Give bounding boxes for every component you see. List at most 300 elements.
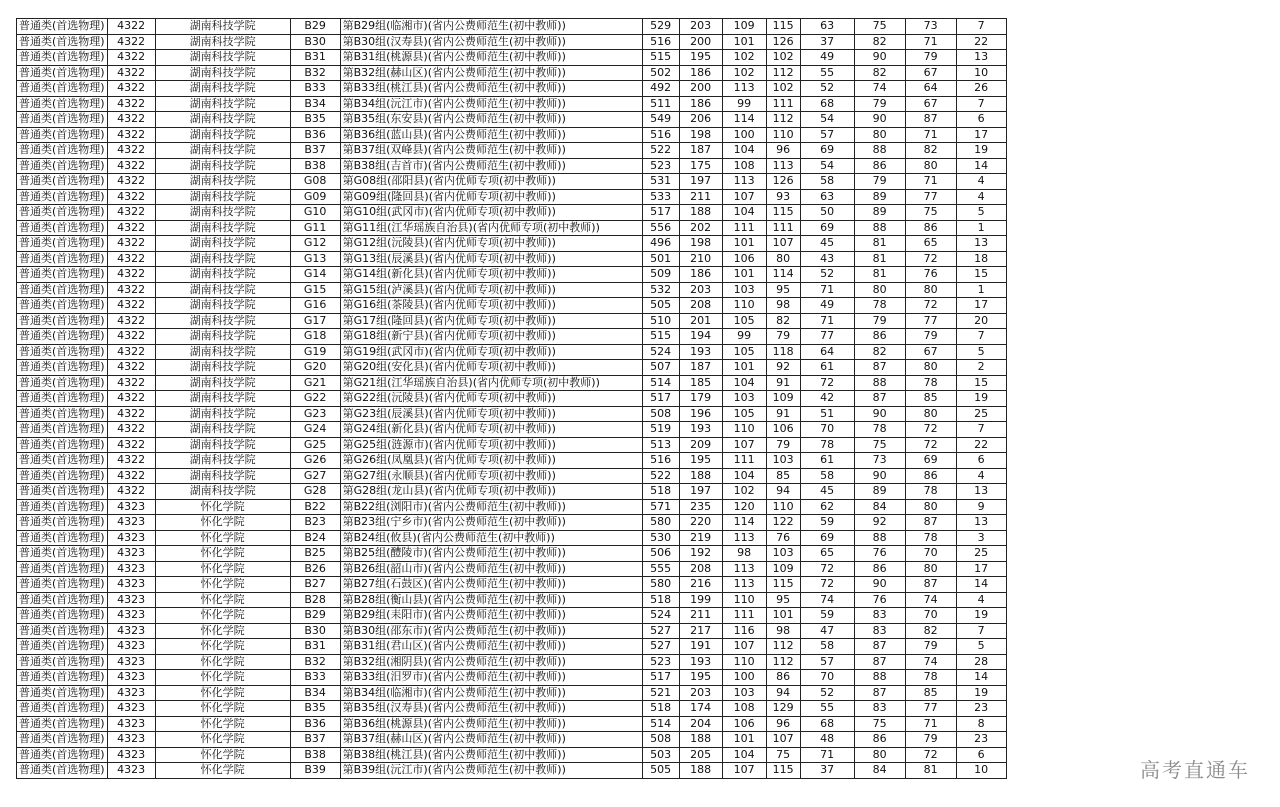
- math-score-cell: 100: [722, 670, 766, 686]
- chinese-score-cell: 206: [679, 112, 722, 128]
- group-name-cell: 第B24组(攸县)(省内公费师范生(初中教师)): [340, 530, 642, 546]
- min-score-cell: 530: [642, 530, 679, 546]
- elective2-score-cell: 87: [905, 577, 956, 593]
- category-cell: 普通类(首选物理): [17, 747, 108, 763]
- math-score-cell: 109: [722, 19, 766, 35]
- school-name-cell: 湖南科技学院: [155, 453, 290, 469]
- elective2-score-cell: 80: [905, 499, 956, 515]
- category-cell: 普通类(首选物理): [17, 375, 108, 391]
- group-name-cell: 第B38组(桃江县)(省内公费师范生(初中教师)): [340, 747, 642, 763]
- school-name-cell: 怀化学院: [155, 499, 290, 515]
- group-name-cell: 第G26组(凤凰县)(省内优师专项(初中教师)): [340, 453, 642, 469]
- english-score-cell: 115: [766, 577, 800, 593]
- table-row: [17, 484, 1011, 500]
- elective1-score-cell: 86: [854, 158, 905, 174]
- category-cell: 普通类(首选物理): [17, 19, 108, 35]
- school-name-cell: 怀化学院: [155, 685, 290, 701]
- math-score-cell: 113: [722, 174, 766, 190]
- elective1-score-cell: 76: [854, 592, 905, 608]
- category-cell: 普通类(首选物理): [17, 468, 108, 484]
- elective2-score-cell: 67: [905, 96, 956, 112]
- min-score-cell: 524: [642, 344, 679, 360]
- english-score-cell: 118: [766, 344, 800, 360]
- english-score-cell: 95: [766, 592, 800, 608]
- school-code-cell: 4323: [107, 670, 155, 686]
- trailing-border-cell: [1006, 670, 1011, 686]
- school-code-cell: 4322: [107, 34, 155, 50]
- chinese-score-cell: 192: [679, 546, 722, 562]
- group-name-cell: 第G08组(邵阳县)(省内优师专项(初中教师)): [340, 174, 642, 190]
- elective2-score-cell: 85: [905, 391, 956, 407]
- category-cell: 普通类(首选物理): [17, 174, 108, 190]
- min-score-cell: 508: [642, 406, 679, 422]
- math-score-cell: 113: [722, 577, 766, 593]
- group-name-cell: 第B35组(东安县)(省内公费师范生(初中教师)): [340, 112, 642, 128]
- elective2-score-cell: 71: [905, 174, 956, 190]
- rank-cell: 25: [956, 546, 1006, 562]
- school-code-cell: 4323: [107, 654, 155, 670]
- min-score-cell: 518: [642, 484, 679, 500]
- rank-cell: 4: [956, 189, 1006, 205]
- math-score-cell: 99: [722, 96, 766, 112]
- group-code-cell: B23: [290, 515, 340, 531]
- group-code-cell: G21: [290, 375, 340, 391]
- school-code-cell: 4323: [107, 732, 155, 748]
- min-score-cell: 518: [642, 701, 679, 717]
- physics-score-cell: 57: [800, 127, 854, 143]
- physics-score-cell: 62: [800, 499, 854, 515]
- english-score-cell: 96: [766, 716, 800, 732]
- math-score-cell: 114: [722, 515, 766, 531]
- category-cell: 普通类(首选物理): [17, 81, 108, 97]
- group-code-cell: B37: [290, 143, 340, 159]
- elective1-score-cell: 80: [854, 282, 905, 298]
- elective1-score-cell: 80: [854, 127, 905, 143]
- english-score-cell: 112: [766, 639, 800, 655]
- school-code-cell: 4322: [107, 406, 155, 422]
- english-score-cell: 103: [766, 546, 800, 562]
- category-cell: 普通类(首选物理): [17, 205, 108, 221]
- category-cell: 普通类(首选物理): [17, 453, 108, 469]
- trailing-border-cell: [1006, 96, 1011, 112]
- physics-score-cell: 50: [800, 205, 854, 221]
- school-code-cell: 4323: [107, 685, 155, 701]
- category-cell: 普通类(首选物理): [17, 422, 108, 438]
- school-code-cell: 4322: [107, 158, 155, 174]
- chinese-score-cell: 200: [679, 81, 722, 97]
- physics-score-cell: 71: [800, 313, 854, 329]
- elective2-score-cell: 72: [905, 298, 956, 314]
- category-cell: 普通类(首选物理): [17, 298, 108, 314]
- min-score-cell: 509: [642, 267, 679, 283]
- rank-cell: 17: [956, 561, 1006, 577]
- category-cell: 普通类(首选物理): [17, 344, 108, 360]
- table-row: [17, 546, 1011, 562]
- math-score-cell: 98: [722, 546, 766, 562]
- elective2-score-cell: 79: [905, 732, 956, 748]
- min-score-cell: 522: [642, 143, 679, 159]
- category-cell: 普通类(首选物理): [17, 360, 108, 376]
- group-code-cell: G10: [290, 205, 340, 221]
- chinese-score-cell: 209: [679, 437, 722, 453]
- elective2-score-cell: 87: [905, 112, 956, 128]
- math-score-cell: 113: [722, 81, 766, 97]
- chinese-score-cell: 199: [679, 592, 722, 608]
- elective1-score-cell: 86: [854, 732, 905, 748]
- physics-score-cell: 61: [800, 360, 854, 376]
- category-cell: 普通类(首选物理): [17, 391, 108, 407]
- english-score-cell: 126: [766, 34, 800, 50]
- school-name-cell: 湖南科技学院: [155, 329, 290, 345]
- elective2-score-cell: 80: [905, 406, 956, 422]
- english-score-cell: 110: [766, 127, 800, 143]
- physics-score-cell: 49: [800, 298, 854, 314]
- group-name-cell: 第G27组(永顺县)(省内优师专项(初中教师)): [340, 468, 642, 484]
- math-score-cell: 104: [722, 747, 766, 763]
- table-row: [17, 422, 1011, 438]
- math-score-cell: 101: [722, 360, 766, 376]
- group-name-cell: 第G13组(辰溪县)(省内优师专项(初中教师)): [340, 251, 642, 267]
- math-score-cell: 102: [722, 50, 766, 66]
- rank-cell: 13: [956, 484, 1006, 500]
- english-score-cell: 102: [766, 50, 800, 66]
- min-score-cell: 580: [642, 577, 679, 593]
- school-name-cell: 湖南科技学院: [155, 174, 290, 190]
- chinese-score-cell: 193: [679, 654, 722, 670]
- school-code-cell: 4323: [107, 763, 155, 779]
- elective1-score-cell: 90: [854, 112, 905, 128]
- school-code-cell: 4323: [107, 530, 155, 546]
- rank-cell: 7: [956, 329, 1006, 345]
- elective2-score-cell: 80: [905, 282, 956, 298]
- min-score-cell: 571: [642, 499, 679, 515]
- school-code-cell: 4322: [107, 205, 155, 221]
- elective2-score-cell: 77: [905, 701, 956, 717]
- school-code-cell: 4323: [107, 747, 155, 763]
- physics-score-cell: 69: [800, 530, 854, 546]
- group-code-cell: B30: [290, 34, 340, 50]
- elective2-score-cell: 74: [905, 592, 956, 608]
- table-row: [17, 267, 1011, 283]
- table-row: [17, 437, 1011, 453]
- english-score-cell: 75: [766, 747, 800, 763]
- physics-score-cell: 69: [800, 220, 854, 236]
- category-cell: 普通类(首选物理): [17, 313, 108, 329]
- elective2-score-cell: 72: [905, 437, 956, 453]
- elective1-score-cell: 83: [854, 623, 905, 639]
- min-score-cell: 522: [642, 468, 679, 484]
- min-score-cell: 555: [642, 561, 679, 577]
- school-name-cell: 湖南科技学院: [155, 468, 290, 484]
- table-row: [17, 313, 1011, 329]
- min-score-cell: 524: [642, 608, 679, 624]
- group-code-cell: G24: [290, 422, 340, 438]
- table-row: [17, 530, 1011, 546]
- group-code-cell: G14: [290, 267, 340, 283]
- rank-cell: 4: [956, 174, 1006, 190]
- group-code-cell: B37: [290, 732, 340, 748]
- group-code-cell: B29: [290, 19, 340, 35]
- chinese-score-cell: 197: [679, 484, 722, 500]
- min-score-cell: 507: [642, 360, 679, 376]
- table-row: [17, 158, 1011, 174]
- school-name-cell: 湖南科技学院: [155, 127, 290, 143]
- rank-cell: 13: [956, 236, 1006, 252]
- school-name-cell: 湖南科技学院: [155, 406, 290, 422]
- school-code-cell: 4322: [107, 375, 155, 391]
- english-score-cell: 112: [766, 112, 800, 128]
- category-cell: 普通类(首选物理): [17, 670, 108, 686]
- english-score-cell: 85: [766, 468, 800, 484]
- group-name-cell: 第B37组(赫山区)(省内公费师范生(初中教师)): [340, 732, 642, 748]
- chinese-score-cell: 211: [679, 189, 722, 205]
- group-code-cell: B36: [290, 716, 340, 732]
- school-name-cell: 怀化学院: [155, 546, 290, 562]
- min-score-cell: 506: [642, 546, 679, 562]
- elective1-score-cell: 84: [854, 499, 905, 515]
- chinese-score-cell: 200: [679, 34, 722, 50]
- group-name-cell: 第B30组(汉寿县)(省内公费师范生(初中教师)): [340, 34, 642, 50]
- table-row: [17, 298, 1011, 314]
- group-name-cell: 第B31组(君山区)(省内公费师范生(初中教师)): [340, 639, 642, 655]
- english-score-cell: 79: [766, 329, 800, 345]
- group-code-cell: G08: [290, 174, 340, 190]
- group-code-cell: B32: [290, 65, 340, 81]
- math-score-cell: 104: [722, 468, 766, 484]
- category-cell: 普通类(首选物理): [17, 592, 108, 608]
- english-score-cell: 113: [766, 158, 800, 174]
- elective2-score-cell: 75: [905, 205, 956, 221]
- group-code-cell: B27: [290, 577, 340, 593]
- table-row: [17, 174, 1011, 190]
- elective1-score-cell: 89: [854, 189, 905, 205]
- school-code-cell: 4322: [107, 267, 155, 283]
- table-row: [17, 220, 1011, 236]
- table-row: [17, 561, 1011, 577]
- table-row: [17, 127, 1011, 143]
- rank-cell: 5: [956, 344, 1006, 360]
- min-score-cell: 523: [642, 158, 679, 174]
- group-code-cell: G26: [290, 453, 340, 469]
- school-name-cell: 湖南科技学院: [155, 484, 290, 500]
- rank-cell: 6: [956, 112, 1006, 128]
- school-code-cell: 4322: [107, 344, 155, 360]
- min-score-cell: 501: [642, 251, 679, 267]
- trailing-border-cell: [1006, 515, 1011, 531]
- elective2-score-cell: 72: [905, 251, 956, 267]
- school-name-cell: 湖南科技学院: [155, 19, 290, 35]
- watermark: 高考直通车: [1140, 758, 1250, 782]
- physics-score-cell: 64: [800, 344, 854, 360]
- elective1-score-cell: 86: [854, 329, 905, 345]
- group-code-cell: G19: [290, 344, 340, 360]
- math-score-cell: 111: [722, 220, 766, 236]
- group-name-cell: 第B31组(桃源县)(省内公费师范生(初中教师)): [340, 50, 642, 66]
- table-row: [17, 453, 1011, 469]
- physics-score-cell: 68: [800, 716, 854, 732]
- rank-cell: 17: [956, 298, 1006, 314]
- rank-cell: 15: [956, 267, 1006, 283]
- group-name-cell: 第G20组(安化县)(省内优师专项(初中教师)): [340, 360, 642, 376]
- trailing-border-cell: [1006, 546, 1011, 562]
- english-score-cell: 107: [766, 236, 800, 252]
- chinese-score-cell: 220: [679, 515, 722, 531]
- elective1-score-cell: 88: [854, 143, 905, 159]
- math-score-cell: 108: [722, 701, 766, 717]
- school-name-cell: 湖南科技学院: [155, 81, 290, 97]
- physics-score-cell: 78: [800, 437, 854, 453]
- physics-score-cell: 63: [800, 19, 854, 35]
- category-cell: 普通类(首选物理): [17, 158, 108, 174]
- group-code-cell: B28: [290, 592, 340, 608]
- elective2-score-cell: 85: [905, 685, 956, 701]
- elective1-score-cell: 75: [854, 437, 905, 453]
- elective1-score-cell: 90: [854, 50, 905, 66]
- group-name-cell: 第B38组(吉首市)(省内公费师范生(初中教师)): [340, 158, 642, 174]
- elective2-score-cell: 79: [905, 329, 956, 345]
- rank-cell: 9: [956, 499, 1006, 515]
- school-name-cell: 湖南科技学院: [155, 220, 290, 236]
- chinese-score-cell: 205: [679, 747, 722, 763]
- school-code-cell: 4322: [107, 329, 155, 345]
- math-score-cell: 111: [722, 453, 766, 469]
- min-score-cell: 502: [642, 65, 679, 81]
- elective1-score-cell: 78: [854, 422, 905, 438]
- english-score-cell: 109: [766, 561, 800, 577]
- rank-cell: 1: [956, 282, 1006, 298]
- table-row: [17, 65, 1011, 81]
- trailing-border-cell: [1006, 34, 1011, 50]
- elective2-score-cell: 77: [905, 313, 956, 329]
- chinese-score-cell: 219: [679, 530, 722, 546]
- math-score-cell: 113: [722, 561, 766, 577]
- group-code-cell: G17: [290, 313, 340, 329]
- table-row: [17, 189, 1011, 205]
- school-code-cell: 4322: [107, 422, 155, 438]
- group-name-cell: 第G15组(泸溪县)(省内优师专项(初中教师)): [340, 282, 642, 298]
- category-cell: 普通类(首选物理): [17, 561, 108, 577]
- min-score-cell: 513: [642, 437, 679, 453]
- min-score-cell: 532: [642, 282, 679, 298]
- physics-score-cell: 47: [800, 623, 854, 639]
- elective1-score-cell: 83: [854, 608, 905, 624]
- english-score-cell: 115: [766, 763, 800, 779]
- english-score-cell: 91: [766, 406, 800, 422]
- min-score-cell: 516: [642, 127, 679, 143]
- trailing-border-cell: [1006, 654, 1011, 670]
- min-score-cell: 503: [642, 747, 679, 763]
- english-score-cell: 111: [766, 220, 800, 236]
- trailing-border-cell: [1006, 716, 1011, 732]
- school-code-cell: 4322: [107, 96, 155, 112]
- trailing-border-cell: [1006, 623, 1011, 639]
- school-name-cell: 怀化学院: [155, 561, 290, 577]
- math-score-cell: 107: [722, 639, 766, 655]
- math-score-cell: 101: [722, 236, 766, 252]
- rank-cell: 23: [956, 701, 1006, 717]
- school-name-cell: 湖南科技学院: [155, 236, 290, 252]
- category-cell: 普通类(首选物理): [17, 65, 108, 81]
- school-code-cell: 4322: [107, 143, 155, 159]
- elective1-score-cell: 79: [854, 174, 905, 190]
- chinese-score-cell: 208: [679, 298, 722, 314]
- elective1-score-cell: 90: [854, 577, 905, 593]
- group-code-cell: G15: [290, 282, 340, 298]
- elective1-score-cell: 81: [854, 251, 905, 267]
- table-row: [17, 360, 1011, 376]
- chinese-score-cell: 187: [679, 360, 722, 376]
- physics-score-cell: 61: [800, 453, 854, 469]
- group-name-cell: 第B28组(衡山县)(省内公费师范生(初中教师)): [340, 592, 642, 608]
- category-cell: 普通类(首选物理): [17, 608, 108, 624]
- category-cell: 普通类(首选物理): [17, 639, 108, 655]
- rank-cell: 7: [956, 422, 1006, 438]
- group-name-cell: 第B36组(桃源县)(省内公费师范生(初中教师)): [340, 716, 642, 732]
- elective1-score-cell: 88: [854, 670, 905, 686]
- group-name-cell: 第B34组(沅江市)(省内公费师范生(初中教师)): [340, 96, 642, 112]
- physics-score-cell: 68: [800, 96, 854, 112]
- category-cell: 普通类(首选物理): [17, 484, 108, 500]
- table-row: [17, 608, 1011, 624]
- category-cell: 普通类(首选物理): [17, 251, 108, 267]
- math-score-cell: 110: [722, 654, 766, 670]
- rank-cell: 15: [956, 375, 1006, 391]
- trailing-border-cell: [1006, 50, 1011, 66]
- trailing-border-cell: [1006, 468, 1011, 484]
- elective2-score-cell: 70: [905, 546, 956, 562]
- table-row: [17, 685, 1011, 701]
- elective1-score-cell: 86: [854, 561, 905, 577]
- physics-score-cell: 77: [800, 329, 854, 345]
- min-score-cell: 521: [642, 685, 679, 701]
- chinese-score-cell: 235: [679, 499, 722, 515]
- min-score-cell: 496: [642, 236, 679, 252]
- group-name-cell: 第B39组(沅江市)(省内公费师范生(初中教师)): [340, 763, 642, 779]
- group-code-cell: B26: [290, 561, 340, 577]
- chinese-score-cell: 185: [679, 375, 722, 391]
- school-code-cell: 4322: [107, 220, 155, 236]
- school-name-cell: 怀化学院: [155, 654, 290, 670]
- elective1-score-cell: 84: [854, 763, 905, 779]
- elective1-score-cell: 83: [854, 701, 905, 717]
- group-name-cell: 第G19组(武冈市)(省内优师专项(初中教师)): [340, 344, 642, 360]
- table-row: [17, 236, 1011, 252]
- physics-score-cell: 72: [800, 577, 854, 593]
- chinese-score-cell: 210: [679, 251, 722, 267]
- english-score-cell: 109: [766, 391, 800, 407]
- trailing-border-cell: [1006, 499, 1011, 515]
- trailing-border-cell: [1006, 592, 1011, 608]
- trailing-border-cell: [1006, 422, 1011, 438]
- elective2-score-cell: 77: [905, 189, 956, 205]
- category-cell: 普通类(首选物理): [17, 143, 108, 159]
- group-name-cell: 第G16组(茶陵县)(省内优师专项(初中教师)): [340, 298, 642, 314]
- group-code-cell: B25: [290, 546, 340, 562]
- math-score-cell: 108: [722, 158, 766, 174]
- elective2-score-cell: 67: [905, 65, 956, 81]
- english-score-cell: 94: [766, 484, 800, 500]
- elective2-score-cell: 72: [905, 422, 956, 438]
- school-name-cell: 湖南科技学院: [155, 143, 290, 159]
- group-code-cell: B34: [290, 96, 340, 112]
- elective1-score-cell: 87: [854, 391, 905, 407]
- trailing-border-cell: [1006, 298, 1011, 314]
- category-cell: 普通类(首选物理): [17, 220, 108, 236]
- elective1-score-cell: 87: [854, 360, 905, 376]
- chinese-score-cell: 188: [679, 763, 722, 779]
- physics-score-cell: 52: [800, 685, 854, 701]
- english-score-cell: 96: [766, 143, 800, 159]
